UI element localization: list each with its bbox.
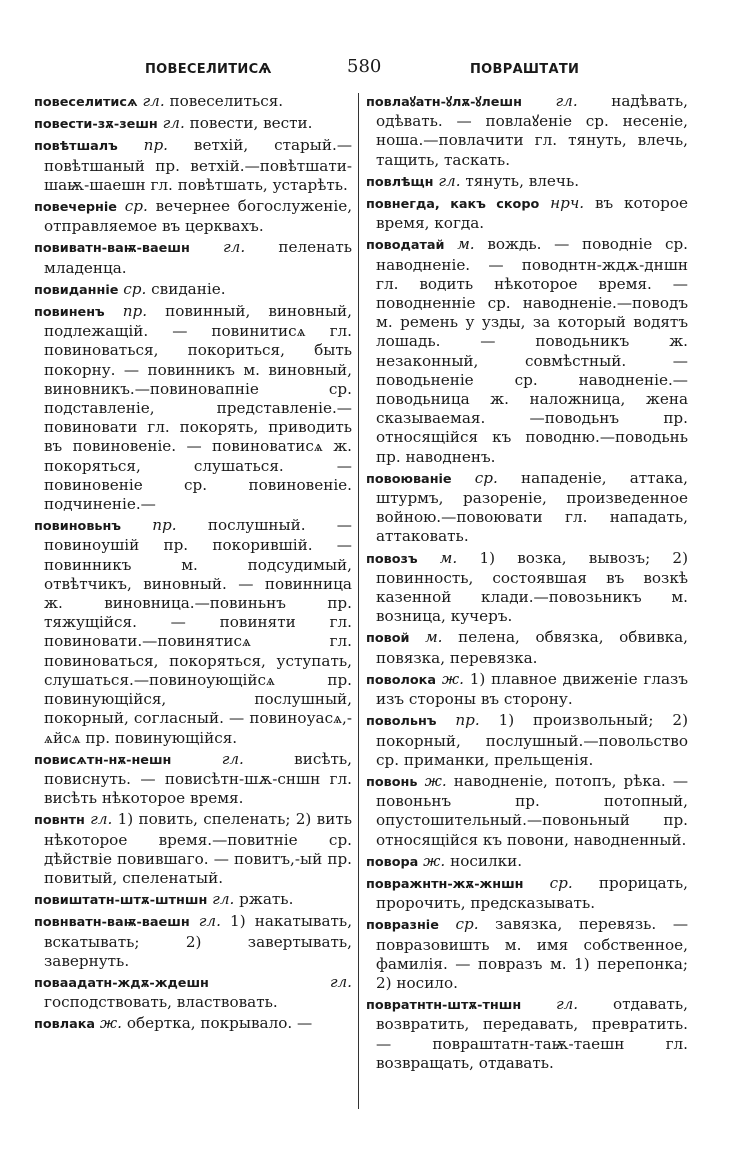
dictionary-entry [34,1014,352,1034]
entry-grammar-label: пр. [455,711,480,730]
entry-definition: 1) произвольный; 2) покорный, послушный.—повольство ср. приманки, прельщенія. [376,711,688,769]
entry-grammar-label: ср. [124,197,148,216]
header-right-guideword: ПОВРАШТАТИ [470,62,580,77]
entry-grammar-label: гл. [555,92,578,110]
entry-definition: свиданіе. [151,279,226,298]
entry-definition: вождь. — поводніе ср. наводненіе. — поводнтн-ждѫ-дншн гл. водить нѣкоторое время. — поводненніе ср. наводненіе.—поводъ м. ремень у узды, за который водятъ лошадь. — поводьникъ ж. незаконный, совмѣстный. — поводьненіе ср. наводненіе.—поводьница ж. наложница, жена сказываемая. —поводьнъ пр. относящійся къ поводню.—поводьнь пр. наводненъ. [376,235,688,466]
entry-grammar-label: пр. [152,516,177,535]
right-column [366,92,688,1075]
entry-headword: повести-зѫ-зешн [34,117,158,133]
entry-grammar-label: гл. [90,810,113,829]
entry-headword: повразніе [366,918,439,934]
entry-definition: завязка, перевязь. — повразовишть м. имя собственное, фамилія. — повразъ м. 1) перепонка; 2) носило. [376,915,689,992]
dictionary-entry [34,197,352,236]
entry-headword: повонь [366,774,418,790]
entry-headword: повозъ [366,551,418,567]
entry-headword: повиновьнъ [34,519,121,535]
entry-definition: послушный. — повиноушій пр. покорившій. — повинникъ м. подсудимый, отвѣтчикъ, виновный. — повинница ж. виновница.—повиньнъ пр. тяжущійся. — повиняти гл. повиновати.—повинятисѧ гл. повиноваться, покоряться, уступать, слушаться.—повиноующійсѧ пр. повинующійся, послушный, покорный, согласный. — повиноуасѧ,-ѧйсѧ пр. повинующійся. [44,516,352,747]
entry-headword: повнтн [34,813,85,829]
entry-definition: надѣвать, одѣвать. — повлаꙋеніе ср. несеніе, ноша.—повлачити гл. тянуть, влечь, тащить, таскать. [376,92,688,169]
entry-grammar-label: нрч. [550,194,585,213]
column-divider [358,93,359,1109]
entry-definition: повести, вести. [189,114,313,133]
entry-definition: ржать. [239,890,294,909]
entry-headword: повратнтн-штѫ-тншн [366,998,522,1014]
entry-definition: прорицать, пророчить, предсказывать. [376,873,688,913]
entry-headword: повлака [34,1017,96,1033]
entry-grammar-label: гл. [162,114,185,133]
entry-grammar-label: ж. [441,669,464,688]
entry-headword: повражнтн-жѫ-жншн [366,876,524,892]
entry-definition: тянуть, влечь. [465,171,580,190]
dictionary-entry [366,670,688,709]
dictionary-entry [34,280,352,300]
entry-headword: повлѣщн [366,174,434,190]
entry-definition: повинный, виновный, подлежащій. — повинитисѧ гл. повиноваться, покориться, быть покорну. — повинникъ м. виновный, виновникъ.—повиновапніе ср. подставленіе, представленіе.—повиновати гл. покорять, приводить въ повиновеніе. — повиноватисѧ ж. покоряться, слушаться. — повиновеніе ср. повиновеніе. подчиненіе.— [44,302,352,514]
entry-grammar-label: гл. [221,749,244,768]
entry-headword: повиданніе [34,282,119,298]
entry-headword: повлаꙋатн-ꙋлѫ-ꙋлешн [366,95,522,110]
dictionary-entry [366,995,688,1073]
entry-definition: повеселиться. [169,92,284,110]
entry-grammar-label: гл. [142,92,165,110]
entry-grammar-label: гл. [198,912,221,931]
entry-grammar-label: ж. [424,771,447,790]
dictionary-entry [34,516,352,747]
dictionary-entry [34,973,352,1012]
entry-grammar-label: ср. [474,468,498,487]
page-number: 580 [347,56,382,77]
entry-definition: 1) плавное движеніе глазъ изъ стороны въ сторону. [376,669,689,709]
dictionary-entry [366,915,688,993]
entry-definition: нападеніе, аттака, штурмъ, разореніе, произведенное войною.—повоювати гл. нападать, аттаковать. [376,468,689,546]
dictionary-entry [34,890,352,910]
dictionary-entry [366,852,688,872]
entry-definition: вечернее богослуженіе, отправляемое въ церквахъ. [44,197,353,236]
dictionary-entry [34,238,352,277]
entry-definition: отдавать, возвратить, передавать, превратить. — повраштатн-таѭ-таешн гл. возвращать, отдавать. [376,995,688,1072]
page-header [0,56,735,82]
entry-definition: наводненіе, потопъ, рѣка. —повоньнъ пр. потопный, опустошительный.—повоньный пр. относящійся къ повони, наводненный. [376,771,689,849]
dictionary-entry [34,810,352,888]
entry-definition: пеленать младенца. [44,238,353,277]
entry-headword: повольнъ [366,714,437,730]
dictionary-entry [366,194,688,233]
entry-definition: въ которое время, когда. [376,194,688,233]
entry-headword: повоюваніе [366,471,452,487]
entry-headword: повѣтшалъ [34,139,118,155]
dictionary-entry [34,302,352,514]
entry-headword: повора [366,854,419,870]
entry-headword: повой [366,631,410,647]
entry-grammar-label: гл. [329,972,352,991]
entry-grammar-label: ж. [423,851,446,870]
entry-headword: повеселитисѧ [34,95,138,110]
entry-grammar-label: гл. [555,995,579,1014]
entry-headword: повнегда, какъ скоро [366,197,540,213]
entry-headword: повиватн-ваѭ-ваешн [34,241,190,257]
entry-grammar-label: м. [439,548,458,567]
entry-headword: повиштатн-штѫ-штншн [34,893,208,909]
dictionary-entry [34,92,352,112]
entry-definition: носилки. [450,851,523,870]
entry-definition: 1) накатывать, вскатывать; 2) завертывать, завернуть. [44,912,353,970]
dictionary-entry [366,549,688,627]
entry-definition: 1) возка, вывозъ; 2) повинность, состоявшая въ возкѣ казенной клади.—повозьникъ м. возница, кучеръ. [376,548,689,626]
entry-grammar-label: ср. [455,915,479,934]
dictionary-entry [34,114,352,134]
dictionary-entry [366,772,688,850]
entry-headword: повиненъ [34,305,105,321]
entry-grammar-label: ср. [549,873,573,892]
entry-grammar-label: ср. [123,279,147,298]
entry-headword: поволока [366,672,437,688]
entry-definition: ветхій, старый.—повѣтшаный пр. ветхій.—повѣтшати-шаѭ-шаешн гл. повѣтшать, устарѣть. [44,136,353,194]
dictionary-entry [366,172,688,192]
entry-grammar-label: гл. [438,171,461,190]
entry-definition: обертка, покрывало. — [126,1014,313,1033]
dictionary-entry [366,235,688,466]
entry-grammar-label: гл. [223,238,246,257]
entry-headword: повнватн-ваѭ-ваешн [34,915,190,931]
entry-headword: повечерніе [34,200,117,216]
header-left-guideword: ПОВЕСЕЛИТИСѦ [145,62,272,77]
dictionary-entry [366,874,688,913]
entry-headword: повисѧтн-нѫ-нешн [34,752,172,768]
entry-grammar-label: м. [425,628,443,647]
entry-definition: 1) повить, спеленать; 2) вить нѣкоторое время.—повитніе ср. дѣйствіе повившаго. — повитъ,-ый пр. повитый, спеленатый. [44,810,352,887]
dictionary-entry [366,711,688,770]
dictionary-entry [366,469,688,547]
dictionary-entry [34,136,352,195]
dictionary-entry [366,92,688,170]
entry-definition: пелена, обвязка, обвивка, повязка, перевязка. [376,628,689,667]
dictionary-entry [366,628,688,667]
entry-grammar-label: м. [457,235,475,254]
entry-headword: поводатай [366,238,445,254]
entry-grammar-label: пр. [143,136,169,155]
entry-grammar-label: пр. [122,302,148,321]
dictionary-entry [34,750,352,809]
left-column [34,92,352,1037]
entry-grammar-label: ж. [99,1014,122,1033]
entry-headword: поваадатн-ждѫ-ждешн [34,975,209,991]
entry-definition: висѣть, повиснуть. — повисѣтн-шѫ-сншн гл. висѣть нѣкоторое время. [44,749,352,808]
entry-definition: господствовать, властвовать. [44,993,278,1012]
dictionary-entry [34,912,352,971]
entry-grammar-label: гл. [212,890,235,909]
